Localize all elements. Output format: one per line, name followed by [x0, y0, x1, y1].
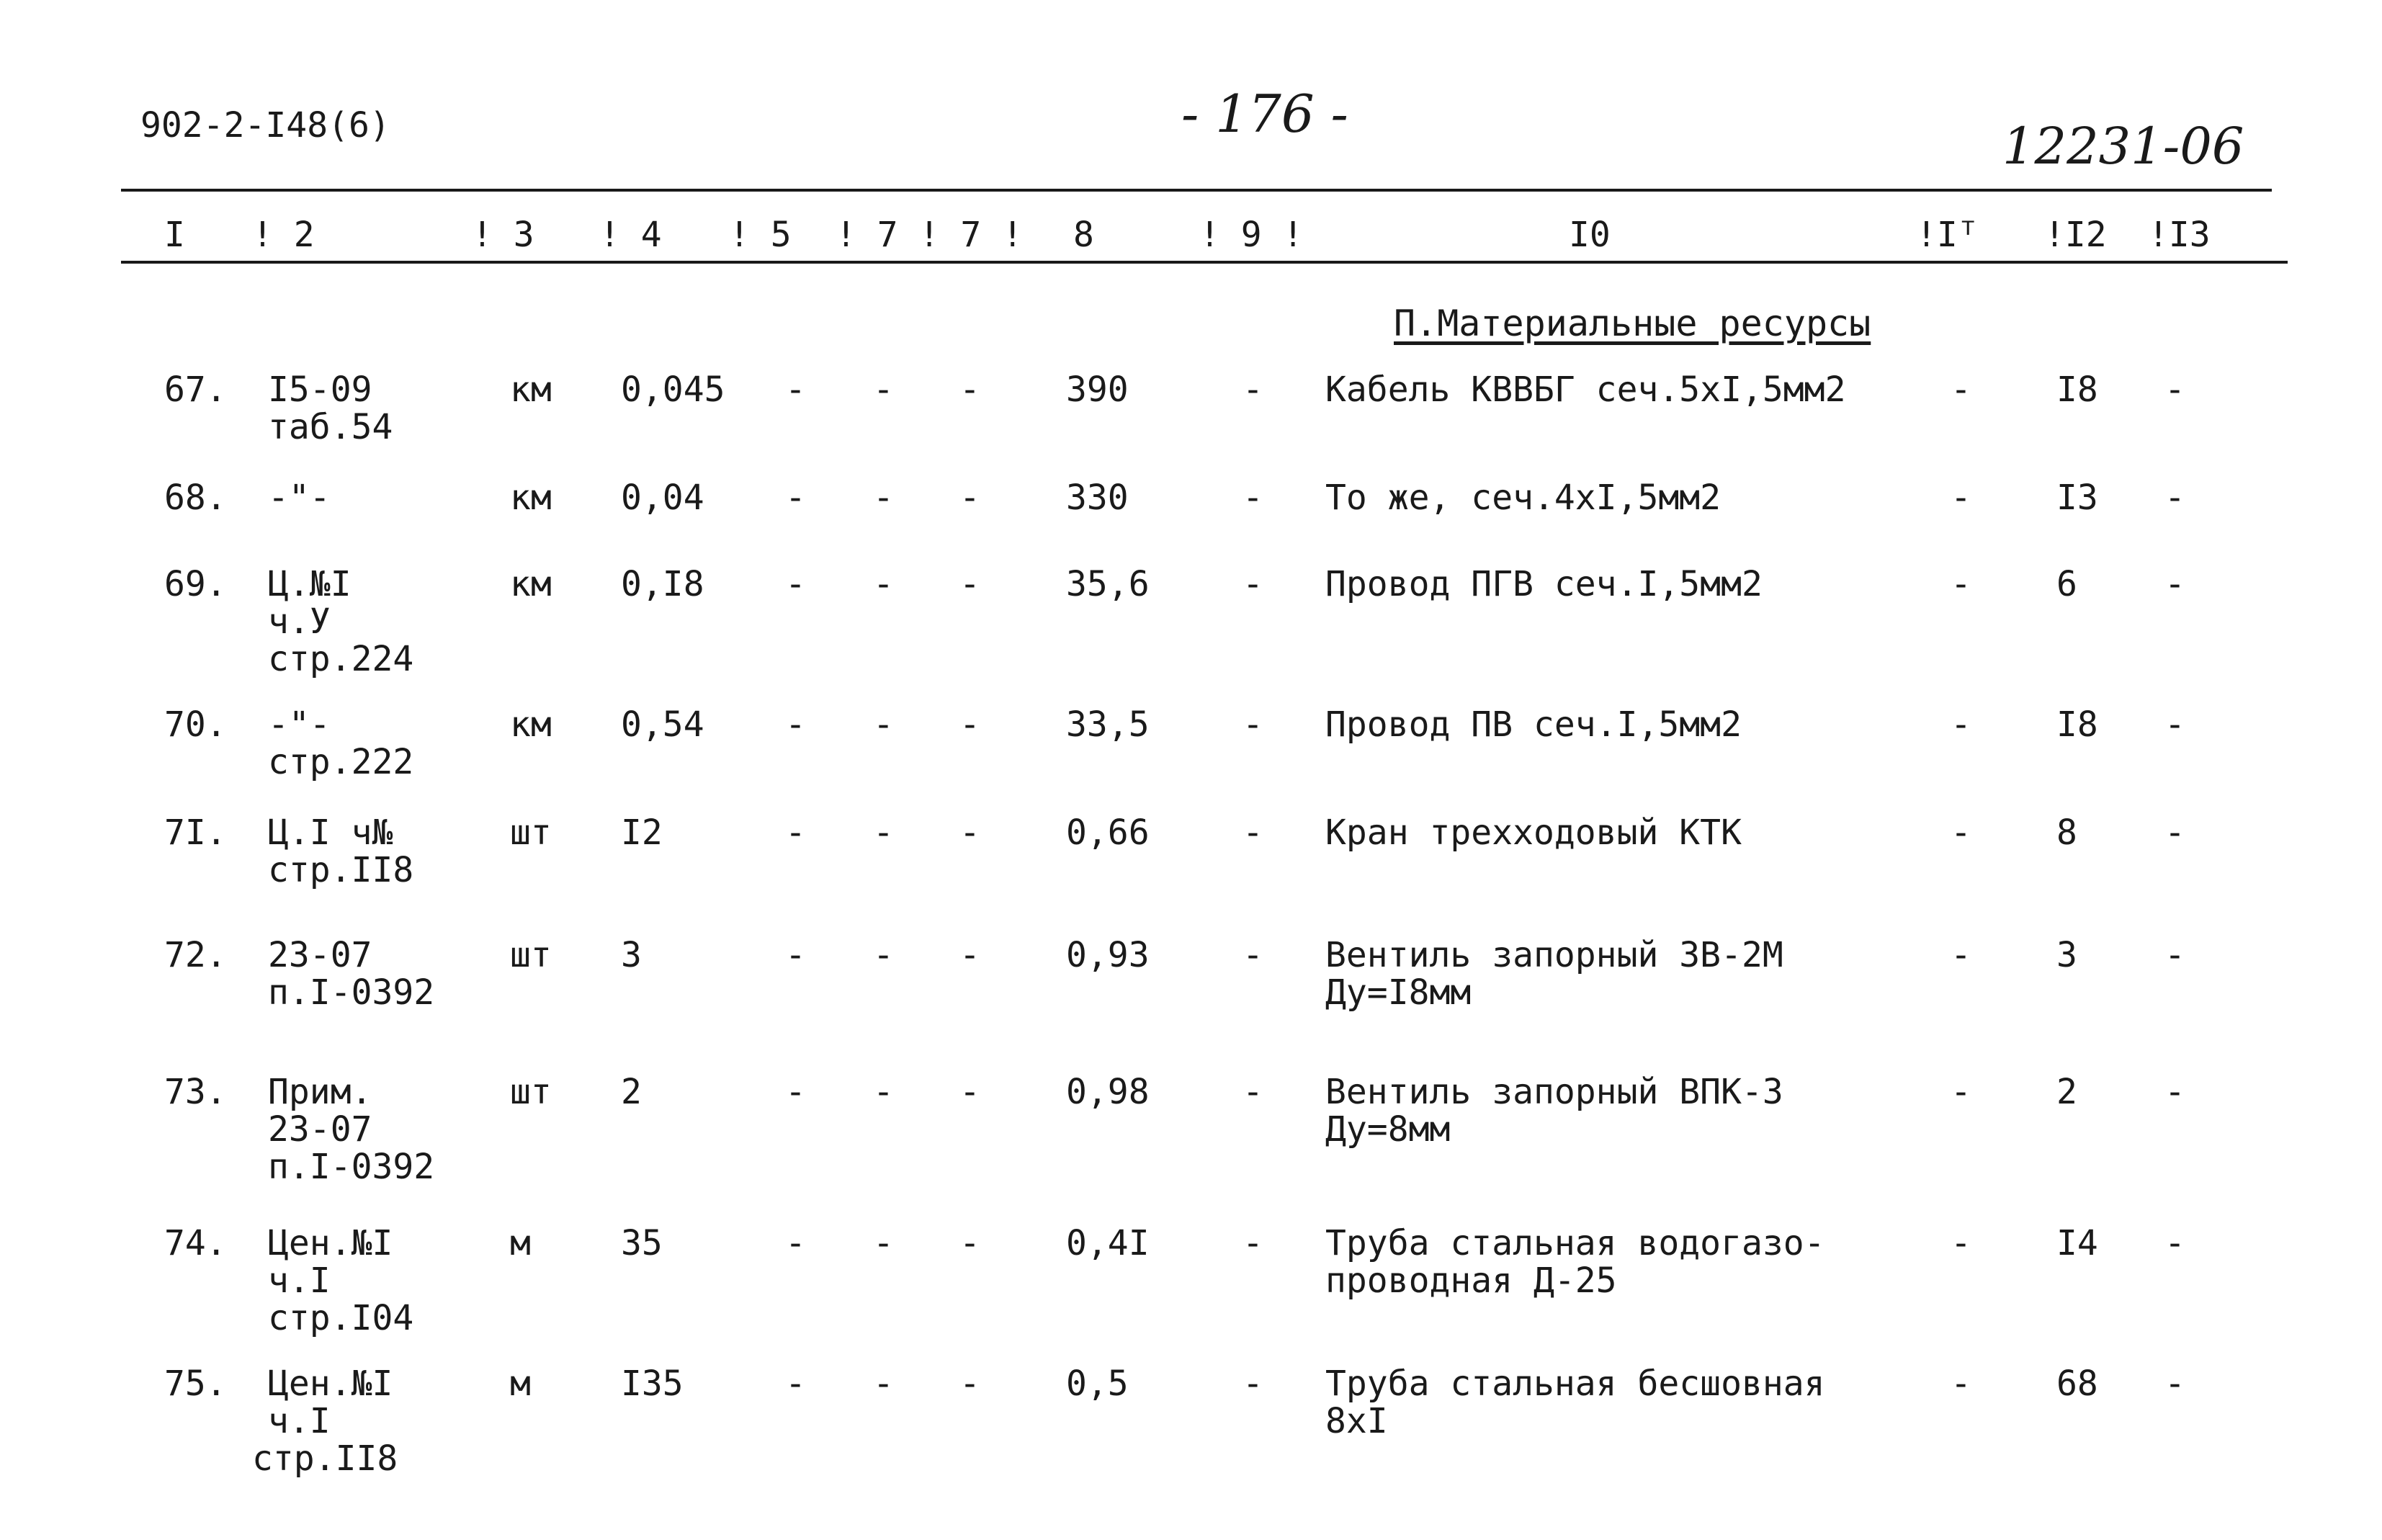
price-reference-line: Цен.№I	[268, 1364, 393, 1404]
column-header-1: I	[164, 215, 185, 255]
price-reference-line: Ц.№I	[268, 564, 352, 604]
column-9-cell: -	[1243, 935, 1263, 975]
resource-name-line: Кабель КВВБГ сеч.5хI,5мм2	[1325, 370, 1846, 410]
column-12-cell: I3	[2056, 478, 2098, 518]
column-7-cell: -	[959, 812, 980, 853]
unit-cell: м	[510, 1364, 531, 1404]
resource-name-line: Ду=I8мм	[1325, 972, 1472, 1013]
quantity-cell: 3	[621, 935, 642, 975]
price-reference-line: ч.У	[268, 601, 331, 642]
column-12-cell: 8	[2056, 812, 2077, 853]
column-13-cell: -	[2164, 1364, 2185, 1404]
resource-name-line: Вентиль запорный ВПК-3	[1325, 1072, 1783, 1112]
quantity-cell: 0,045	[621, 370, 725, 410]
column-6-cell: -	[873, 1223, 894, 1263]
price-reference-line: п.I-0392	[268, 972, 435, 1013]
unit-cell: шт	[510, 935, 552, 975]
column-header-4: ! 4	[599, 215, 662, 255]
column-13-cell: -	[2164, 370, 2185, 410]
price-reference-line: стр.224	[268, 639, 414, 679]
column-7-cell: -	[959, 370, 980, 410]
price-reference-line: таб.54	[268, 407, 393, 447]
column-13-cell: -	[2164, 564, 2185, 604]
price-reference-line: ч.I	[268, 1401, 331, 1441]
column-13-cell: -	[2164, 478, 2185, 518]
column-6-cell: -	[873, 1072, 894, 1112]
price-reference-line: 23-07	[268, 935, 372, 975]
resource-name-line: Труба стальная водогазо-	[1325, 1223, 1825, 1263]
column-12-cell: 68	[2056, 1364, 2098, 1404]
quantity-cell: 35	[621, 1223, 663, 1263]
column-11-cell: -	[1951, 1223, 1971, 1263]
column-header-8: 8	[1073, 215, 1094, 255]
price-reference-line: стр.222	[268, 742, 414, 782]
column-6-cell: -	[873, 370, 894, 410]
column-5-cell: -	[785, 564, 806, 604]
price-reference-line: п.I-0392	[268, 1147, 435, 1187]
column-6-cell: -	[873, 812, 894, 853]
resource-name-line: 8хI	[1325, 1401, 1388, 1441]
column-5-cell: -	[785, 935, 806, 975]
column-7-cell: -	[959, 1072, 980, 1112]
column-9-cell: -	[1243, 812, 1263, 853]
column-5-cell: -	[785, 370, 806, 410]
column-9-cell: -	[1243, 370, 1263, 410]
column-9-cell: -	[1243, 1223, 1263, 1263]
price-reference-line: стр.II8	[252, 1438, 398, 1479]
unit-price-cell: 0,93	[1066, 935, 1150, 975]
header-top-rule	[121, 189, 2272, 192]
price-reference-line: -"-	[268, 478, 331, 518]
quantity-cell: 0,I8	[621, 564, 704, 604]
header-bottom-rule	[121, 261, 2288, 264]
row-number: 73.	[164, 1072, 227, 1112]
column-9-cell: -	[1243, 704, 1263, 745]
price-reference-line: 23-07	[268, 1109, 372, 1150]
column-11-cell: -	[1951, 564, 1971, 604]
quantity-cell: 0,04	[621, 478, 704, 518]
column-6-cell: -	[873, 935, 894, 975]
resource-name-line: Провод ПВ сеч.I,5мм2	[1325, 704, 1742, 745]
price-reference-line: Ц.I ч№	[268, 812, 393, 853]
column-7-cell: -	[959, 564, 980, 604]
row-number: 69.	[164, 564, 227, 604]
column-9-cell: -	[1243, 1364, 1263, 1404]
column-header-9: ! 9 !	[1199, 215, 1304, 255]
column-13-cell: -	[2164, 704, 2185, 745]
unit-cell: км	[510, 478, 552, 518]
column-9-cell: -	[1243, 1072, 1263, 1112]
column-13-cell: -	[2164, 812, 2185, 853]
column-header-3: ! 3	[472, 215, 534, 255]
column-7-cell: -	[959, 1223, 980, 1263]
column-9-cell: -	[1243, 478, 1263, 518]
column-6-cell: -	[873, 1364, 894, 1404]
quantity-cell: 0,54	[621, 704, 704, 745]
price-reference-line: ч.I	[268, 1261, 331, 1301]
quantity-cell: I2	[621, 812, 663, 853]
unit-price-cell: 35,6	[1066, 564, 1150, 604]
page-number: - 176 -	[1181, 84, 1348, 144]
column-12-cell: I8	[2056, 370, 2098, 410]
price-reference-line: Цен.№I	[268, 1223, 393, 1263]
handwritten-document-number: 12231-06	[2002, 117, 2244, 176]
row-number: 74.	[164, 1223, 227, 1263]
column-6-cell: -	[873, 564, 894, 604]
column-11-cell: -	[1951, 935, 1971, 975]
resource-name-line: Кран трехходовый КТК	[1325, 812, 1742, 853]
price-reference-line: стр.I04	[268, 1298, 414, 1338]
column-12-cell: 6	[2056, 564, 2077, 604]
column-5-cell: -	[785, 1364, 806, 1404]
row-number: 67.	[164, 370, 227, 410]
column-11-cell: -	[1951, 1072, 1971, 1112]
row-number: 75.	[164, 1364, 227, 1404]
row-number: 68.	[164, 478, 227, 518]
column-6-cell: -	[873, 704, 894, 745]
price-reference-line: -"-	[268, 704, 331, 745]
column-header-5: ! 5	[729, 215, 792, 255]
resource-name-line: Труба стальная бесшовная	[1325, 1364, 1825, 1404]
column-7-cell: -	[959, 704, 980, 745]
column-13-cell: -	[2164, 1223, 2185, 1263]
price-reference-line: стр.II8	[268, 850, 414, 890]
column-9-cell: -	[1243, 564, 1263, 604]
section-title: П.Материальные ресурсы	[1394, 303, 1871, 344]
unit-price-cell: 0,98	[1066, 1072, 1150, 1112]
column-header-10: I0	[1569, 215, 1611, 255]
column-header-12: !I2	[2044, 215, 2107, 255]
unit-cell: км	[510, 370, 552, 410]
unit-cell: км	[510, 704, 552, 745]
row-number: 72.	[164, 935, 227, 975]
column-5-cell: -	[785, 1072, 806, 1112]
resource-name-line: проводная Д-25	[1325, 1261, 1617, 1301]
column-header-11: !Iᵀ	[1916, 215, 1979, 255]
column-5-cell: -	[785, 1223, 806, 1263]
column-7-cell: -	[959, 478, 980, 518]
column-header-13: !I3	[2148, 215, 2211, 255]
document-code: 902-2-I48(6)	[140, 105, 390, 146]
unit-price-cell: 33,5	[1066, 704, 1150, 745]
column-11-cell: -	[1951, 478, 1971, 518]
column-header-2: ! 2	[252, 215, 315, 255]
column-11-cell: -	[1951, 812, 1971, 853]
column-11-cell: -	[1951, 1364, 1971, 1404]
unit-price-cell: 0,66	[1066, 812, 1150, 853]
row-number: 7I.	[164, 812, 227, 853]
column-6-cell: -	[873, 478, 894, 518]
price-reference-line: I5-09	[268, 370, 372, 410]
price-reference-line: Прим.	[268, 1072, 372, 1112]
resource-name-line: Ду=8мм	[1325, 1109, 1451, 1150]
unit-price-cell: 330	[1066, 478, 1129, 518]
unit-price-cell: 0,4I	[1066, 1223, 1150, 1263]
column-13-cell: -	[2164, 935, 2185, 975]
resource-name-line: Провод ПГВ сеч.I,5мм2	[1325, 564, 1763, 604]
column-13-cell: -	[2164, 1072, 2185, 1112]
column-7-cell: -	[959, 1364, 980, 1404]
quantity-cell: 2	[621, 1072, 642, 1112]
column-5-cell: -	[785, 478, 806, 518]
unit-cell: шт	[510, 1072, 552, 1112]
column-7-cell: -	[959, 935, 980, 975]
resource-name-line: То же, сеч.4хI,5мм2	[1325, 478, 1721, 518]
unit-cell: шт	[510, 812, 552, 853]
column-12-cell: I4	[2056, 1223, 2098, 1263]
quantity-cell: I35	[621, 1364, 684, 1404]
column-11-cell: -	[1951, 704, 1971, 745]
row-number: 70.	[164, 704, 227, 745]
column-11-cell: -	[1951, 370, 1971, 410]
column-header-6-7: ! 7 ! 7 !	[836, 215, 1024, 255]
column-12-cell: 3	[2056, 935, 2077, 975]
column-12-cell: I8	[2056, 704, 2098, 745]
unit-price-cell: 390	[1066, 370, 1129, 410]
column-12-cell: 2	[2056, 1072, 2077, 1112]
unit-price-cell: 0,5	[1066, 1364, 1129, 1404]
column-5-cell: -	[785, 704, 806, 745]
unit-cell: м	[510, 1223, 531, 1263]
column-5-cell: -	[785, 812, 806, 853]
unit-cell: км	[510, 564, 552, 604]
resource-name-line: Вентиль запорный 3В-2М	[1325, 935, 1783, 975]
